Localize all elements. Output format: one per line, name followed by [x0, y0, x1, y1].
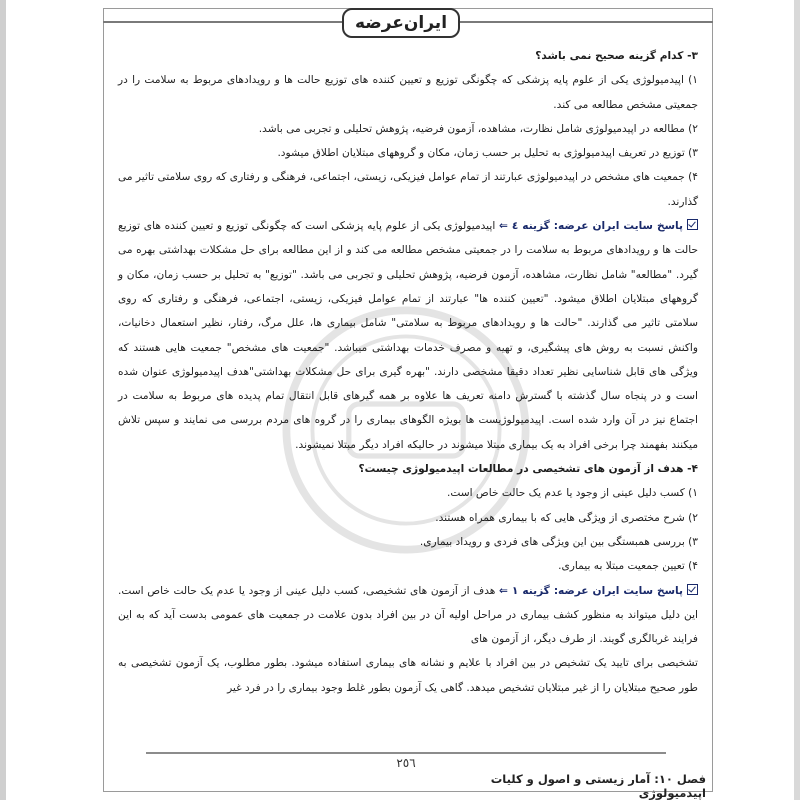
answer-heading: پاسخ سایت ایران عرضه: گزینه ٤ ⇐ — [498, 220, 683, 233]
answer-text: اپیدمیولوژی یکی از علوم پایه پزشکی است که چگونگی توزیع و تعیین کننده های توزیع حالت ها و رویدادهای مربوط به سلامت را در جمعیتی مشخص مطالعه می کند و از این مطالعه برای حل مشکلات بهداشتی بهره می گیرد. "مطالعه" شامل نظارت، مشاهده، آزمون فرضیه، پژوهش تحلیلی و تجربی می باشد. "توزیع" به تحلیل بر حسب زمان، مکان و گروههای مبتلایان اطلاق میشود. "تعیین کننده ها" عبارتند از تمام عوامل فیزیکی، زیستی، اجتماعی، فرهنگی و رفتاری که روی سلامتی تاثیر می گذارند. "حالت ها و رویدادهای مربوط به سلامتی" شامل بیماری ها، علل مرگ، رفتار، نظیر استعمال دخانیات، واکنش نسبت به روش های پیشگیری، و تهیه و مصرف خدمات بهداشتی میباشد. "جمعیت های مشخص" جمعیت هایی هستند که ویژگی های قابل شناسایی نظیر تعداد دقیقا مشخصی دارند. "بهره گیری برای حل مشکلات بهداشتی"هدف اپیدمیولوژی عنوان شده است و در پنجاه سال گذشته با گسترش دامنه تعریف ها علاوه بر همه گیرهای قابل انتقال تمام پدیده های مربوط به سلامت در اجتماع نیز در آن وارد شده است. اپیدمیولوژیست ها بویژه الگوهای بیماری را در گروه های مردم بررسی می نمایند و سپس تلاش میکنند بفهمند چرا برخی افراد به یک بیماری مبتلا میشوند در حالیکه افراد دیگر مبتلا نمیشوند. — [118, 220, 698, 451]
page-edge-shadow — [794, 0, 800, 800]
question-3-option-1: ۱) اپیدمیولوژی یکی از علوم پایه پزشکی که چگونگی توزیع و تعیین کننده های توزیع حالت ها و رویدادهای مربوط به سلامت را در جمعیتی مشخص مطالعه می کند. — [118, 74, 698, 111]
question-4-option-1: ۱) کسب دلیل عینی از وجود یا عدم یک حالت خاص است. — [446, 487, 698, 500]
question-3-option-2: ۲) مطالعه در اپیدمیولوژی شامل نظارت، مشاهده، آزمون فرضیه، پژوهش تحلیلی و تجربی می باشد. — [258, 122, 698, 135]
document-body — [118, 44, 698, 700]
question-3-title: ۳- کدام گزینه صحیح نمی باشد؟ — [535, 50, 698, 62]
checkbox-icon — [687, 584, 698, 595]
question-4-answer — [118, 579, 698, 652]
question-4-option-4: ۴) تعیین جمعیت مبتلا به بیماری. — [558, 560, 698, 573]
answer-text: هدف از آزمون های تشخیصی، کسب دلیل عینی از وجود یا عدم یک حالت خاص است. این دلیل میتواند به منظور کشف بیماری در مراحل اولیه آن در بین افراد بدون علامت در جمعیت های عمومی بدست آید که به این فرایند غربالگری گویند. از طرف دیگر، از آزمون های — [118, 584, 698, 646]
answer-text-continued: تشخیصی برای تایید یک تشخیص در بین افراد با علایم و نشانه های بیماری استفاده میشود. بطور مطلوب، یک آزمون تشخیصی به طور صحیح مبتلایان را از غیر مبتلایان تشخیص میدهد. گاهی یک آزمون بطور غلط وجود بیماری را در فرد غیر — [118, 657, 698, 694]
chapter-title: فصل ۱۰: آمار زیستی و اصول و کلیات اپیدمیولوژی — [490, 772, 706, 800]
site-logo — [342, 8, 460, 38]
question-3-answer — [118, 214, 698, 457]
question-3-option-3: ۳) توزیع در تعریف اپیدمیولوژی به تحلیل بر حسب زمان، مکان و گروههای مبتلایان اطلاق میشود. — [277, 147, 698, 160]
page-number: ٢٥٦ — [396, 756, 416, 770]
footer-rule — [146, 752, 666, 754]
question-4-title: ۴- هدف از آزمون های تشخیصی در مطالعات اپیدمیولوژی چیست؟ — [358, 463, 698, 476]
answer-heading: پاسخ سایت ایران عرضه: گزینه ۱ ⇐ — [499, 584, 683, 597]
question-4-option-3: ۳) بررسی همبستگی بین این ویژگی های فردی و رویداد بیماری. — [419, 535, 698, 548]
question-4-option-2: ۲) شرح مختصری از ویژگی هایی که با بیماری همراه هستند. — [435, 511, 698, 524]
question-3-option-4: ۴) جمعیت های مشخص در اپیدمیولوژی عبارتند از تمام عوامل فیزیکی، زیستی، اجتماعی، فرهنگی و رفتاری که روی سلامتی تاثیر می گذارند. — [118, 171, 698, 208]
logo-text: ایران‌عرضه — [354, 13, 448, 33]
checkbox-icon — [687, 219, 698, 230]
